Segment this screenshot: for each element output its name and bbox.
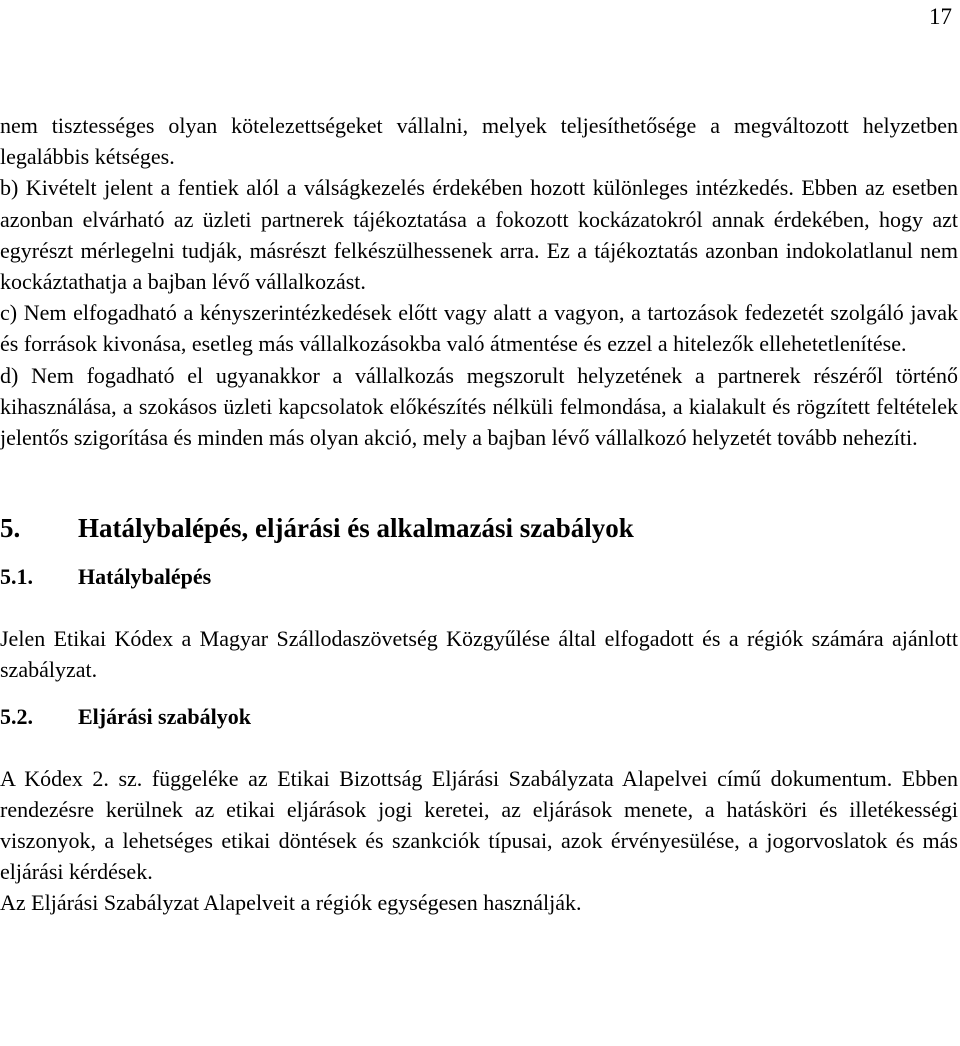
subsection-heading-5-2 <box>0 701 958 732</box>
paragraph-d: d) Nem fogadható el ugyanakkor a vállalkozás megszorult helyzetének a partnerek részéről történő kihasználása, a szokásos üzleti kapcsolatok előkészítés nélküli felmondása, a kialakult és rögzített feltételek jelentős szigorítása és minden más olyan akció, mely a bajban lévő vállalkozó helyzetét tovább nehezíti. <box>0 362 958 451</box>
paragraph-b: b) Kivételt jelent a fentiek alól a válságkezelés érdekében hozott különleges intézkedés. Ebben az esetben azonban elvárható az üzleti partnerek tájékoztatása a fokozott kockázatokról annak érdekében, hogy azt egyrészt mérlegelni tudják, másrészt felkészülhessenek arra. Ez a tájékoztatás azonban indokolatlanul nem kockáztathatja a bajban lévő vállalkozást. <box>0 175 958 295</box>
subsection-number: 5.2. <box>0 703 33 729</box>
section-heading <box>0 510 958 546</box>
paragraph-c: c) Nem elfogadható a kényszerintézkedések előtt vagy alatt a vagyon, a tartozások fedezetét szolgáló javak és források kivonása, esetleg más vállalkozásokba való átmentése és ezzel a hitelezők ellehetetlenítése. <box>0 300 958 357</box>
paragraph-5-2-final: Az Eljárási Szabályzat Alapelveit a régiók egységesen használják. <box>0 890 582 916</box>
subsection-number: 5.1. <box>0 564 33 590</box>
subsection-title: Eljárási szabályok <box>78 703 251 729</box>
paragraph-5-2: A Kódex 2. sz. függeléke az Etikai Bizottság Eljárási Szabályzata Alapelvei című dokumentum. Ebben rendezésre kerülnek az etikai eljárások jogi keretei, az eljárások menete, a hatásköri és illetékességi viszonyok, a lehetséges etikai döntések és szankciók típusai, azok érvényesülése, a jogorvoslatok és más eljárási kérdések. <box>0 765 958 885</box>
paragraph-5-1: Jelen Etikai Kódex a Magyar Szállodaszövetség Közgyűlése által elfogadott és a régiók számára ajánlott szabályzat. <box>0 626 958 683</box>
section-number: 5. <box>0 513 21 544</box>
subsection-title: Hatálybalépés <box>78 564 212 590</box>
section-title: Hatálybalépés, eljárási és alkalmazási szabályok <box>78 513 634 544</box>
subsection-heading-5-1 <box>0 561 958 592</box>
page-number: 17 <box>929 4 952 29</box>
paragraph-continuation: nem tisztességes olyan kötelezettségeket vállalni, melyek teljesíthetősége a megváltozott helyzetben legalábbis kétséges. <box>0 113 958 170</box>
page-content <box>0 110 958 919</box>
